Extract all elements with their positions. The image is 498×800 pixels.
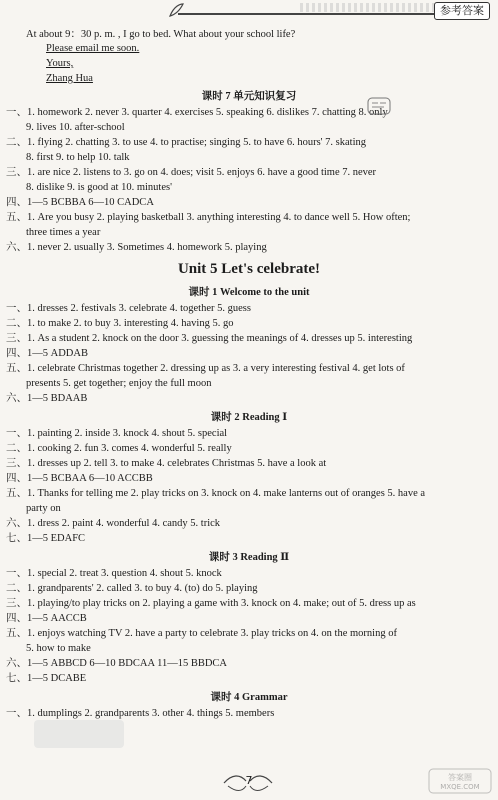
answer-row: 四、1—5 ADDAB [6,348,88,359]
letter-line: At about 9：30 p. m. , I go to bed. What about your school life? [26,29,296,40]
section-title: 课时 7 单元知识复习 [201,91,297,102]
answer-row: 一、1. special 2. treat 3. question 4. shout 5. knock [6,568,222,579]
unit-title: Unit 5 Let's celebrate! [177,261,321,277]
answer-row: 8. first 9. to help 10. talk [26,152,130,163]
answer-row: 六、1—5 ABBCD 6—10 BDCAA 11—15 BBDCA [6,658,228,669]
answer-row: 8. dislike 9. is good at 10. minutes' [26,182,172,193]
answer-row: 四、1—5 BCBAA 6—10 ACCBB [6,473,153,484]
stamp-icon [366,95,392,117]
answer-row: 五、1. Are you busy 2. playing basketball 3. anything interesting 4. to dance well 5. How often; [6,212,411,223]
answer-row: 五、1. Thanks for telling me 2. play tricks on 3. knock on 4. make lanterns out of oranges 5. have a [6,488,426,499]
answer-row: 四、1—5 BCBBA 6—10 CADCA [6,197,154,208]
answer-row: 五、1. celebrate Christmas together 2. dressing up as 3. a very interesting festival 4. get lots of [6,363,405,374]
answer-row: 二、1. flying 2. chatting 3. to use 4. to practise; singing 5. to have 6. hours' 7. skating [6,137,367,148]
page-header [0,0,498,22]
answer-row: 七、1—5 DCABE [6,673,87,684]
answer-row: 六、1—5 BDAAB [6,393,88,404]
header-pattern [300,3,440,12]
answer-row: 五、1. enjoys watching TV 2. have a party to celebrate 3. play tricks on 4. on the morning of [6,628,397,639]
answer-row: 5. how to make [26,643,91,654]
letter-line: Zhang Hua [46,73,93,84]
answer-row: 二、1. cooking 2. fun 3. comes 4. wonderful 5. really [6,443,232,454]
answer-row: 三、1. dresses up 2. tell 3. to make 4. celebrates Christmas 5. have a look at [6,458,327,469]
answer-row: 四、1—5 AACCB [6,613,87,624]
answer-key-badge: 参考答案 [434,2,490,20]
section-title: 课时 2 Reading Ⅰ [210,412,288,423]
answer-row: 9. lives 10. after-school [26,122,125,133]
answer-row: 三、1. As a student 2. knock on the door 3. guessing the meanings of 4. dresses up 5. interesting [6,333,413,344]
leaf-ornament-icon [168,2,184,18]
answer-row: 三、1. playing/to play tricks on 2. playing a game with 3. knock on 4. make; out of 5. dress up as [6,598,416,609]
answer-row: party on [26,503,61,514]
section-title: 课时 3 Reading Ⅱ [208,552,290,563]
letter-line: Please email me soon. [46,43,140,54]
answer-row: 三、1. are nice 2. listens to 3. go on 4. does; visit 5. enjoys 6. have a good time 7. never [6,167,377,178]
answer-row: 二、1. grandparents' 2. called 3. to buy 4. (to) do 5. playing [6,583,258,594]
svg-text:MXQE.COM: MXQE.COM [440,783,480,791]
answer-row: 一、1. homework 2. never 3. quarter 4. exercises 5. speaking 6. dislikes 7. chatting 8. only [6,107,388,118]
answer-row: 七、1—5 EDAFC [6,533,86,544]
page-number: 7 [245,774,253,787]
faint-watermark-block [34,720,124,748]
watermark-logo-icon [428,768,492,794]
answer-row: three times a year [26,227,101,238]
answer-row: 六、1. never 2. usually 3. Sometimes 4. homework 5. playing [6,242,267,253]
answer-row: 一、1. dresses 2. festivals 3. celebrate 4. together 5. guess [6,303,251,314]
svg-text:答案圈: 答案圈 [448,773,472,782]
answer-row: 一、1. painting 2. inside 3. knock 4. shout 5. special [6,428,228,439]
section-title: 课时 4 Grammar [210,692,288,703]
letter-line: Yours, [46,58,74,69]
header-rule [178,13,442,15]
answer-row: presents 5. get together; enjoy the full moon [26,378,212,389]
answer-row: 六、1. dress 2. paint 4. wonderful 4. candy 5. trick [6,518,221,529]
answer-row: 一、1. dumplings 2. grandparents 3. other 4. things 5. members [6,708,275,719]
answer-row: 二、1. to make 2. to buy 3. interesting 4. having 5. go [6,318,234,329]
section-title: 课时 1 Welcome to the unit [188,287,310,298]
